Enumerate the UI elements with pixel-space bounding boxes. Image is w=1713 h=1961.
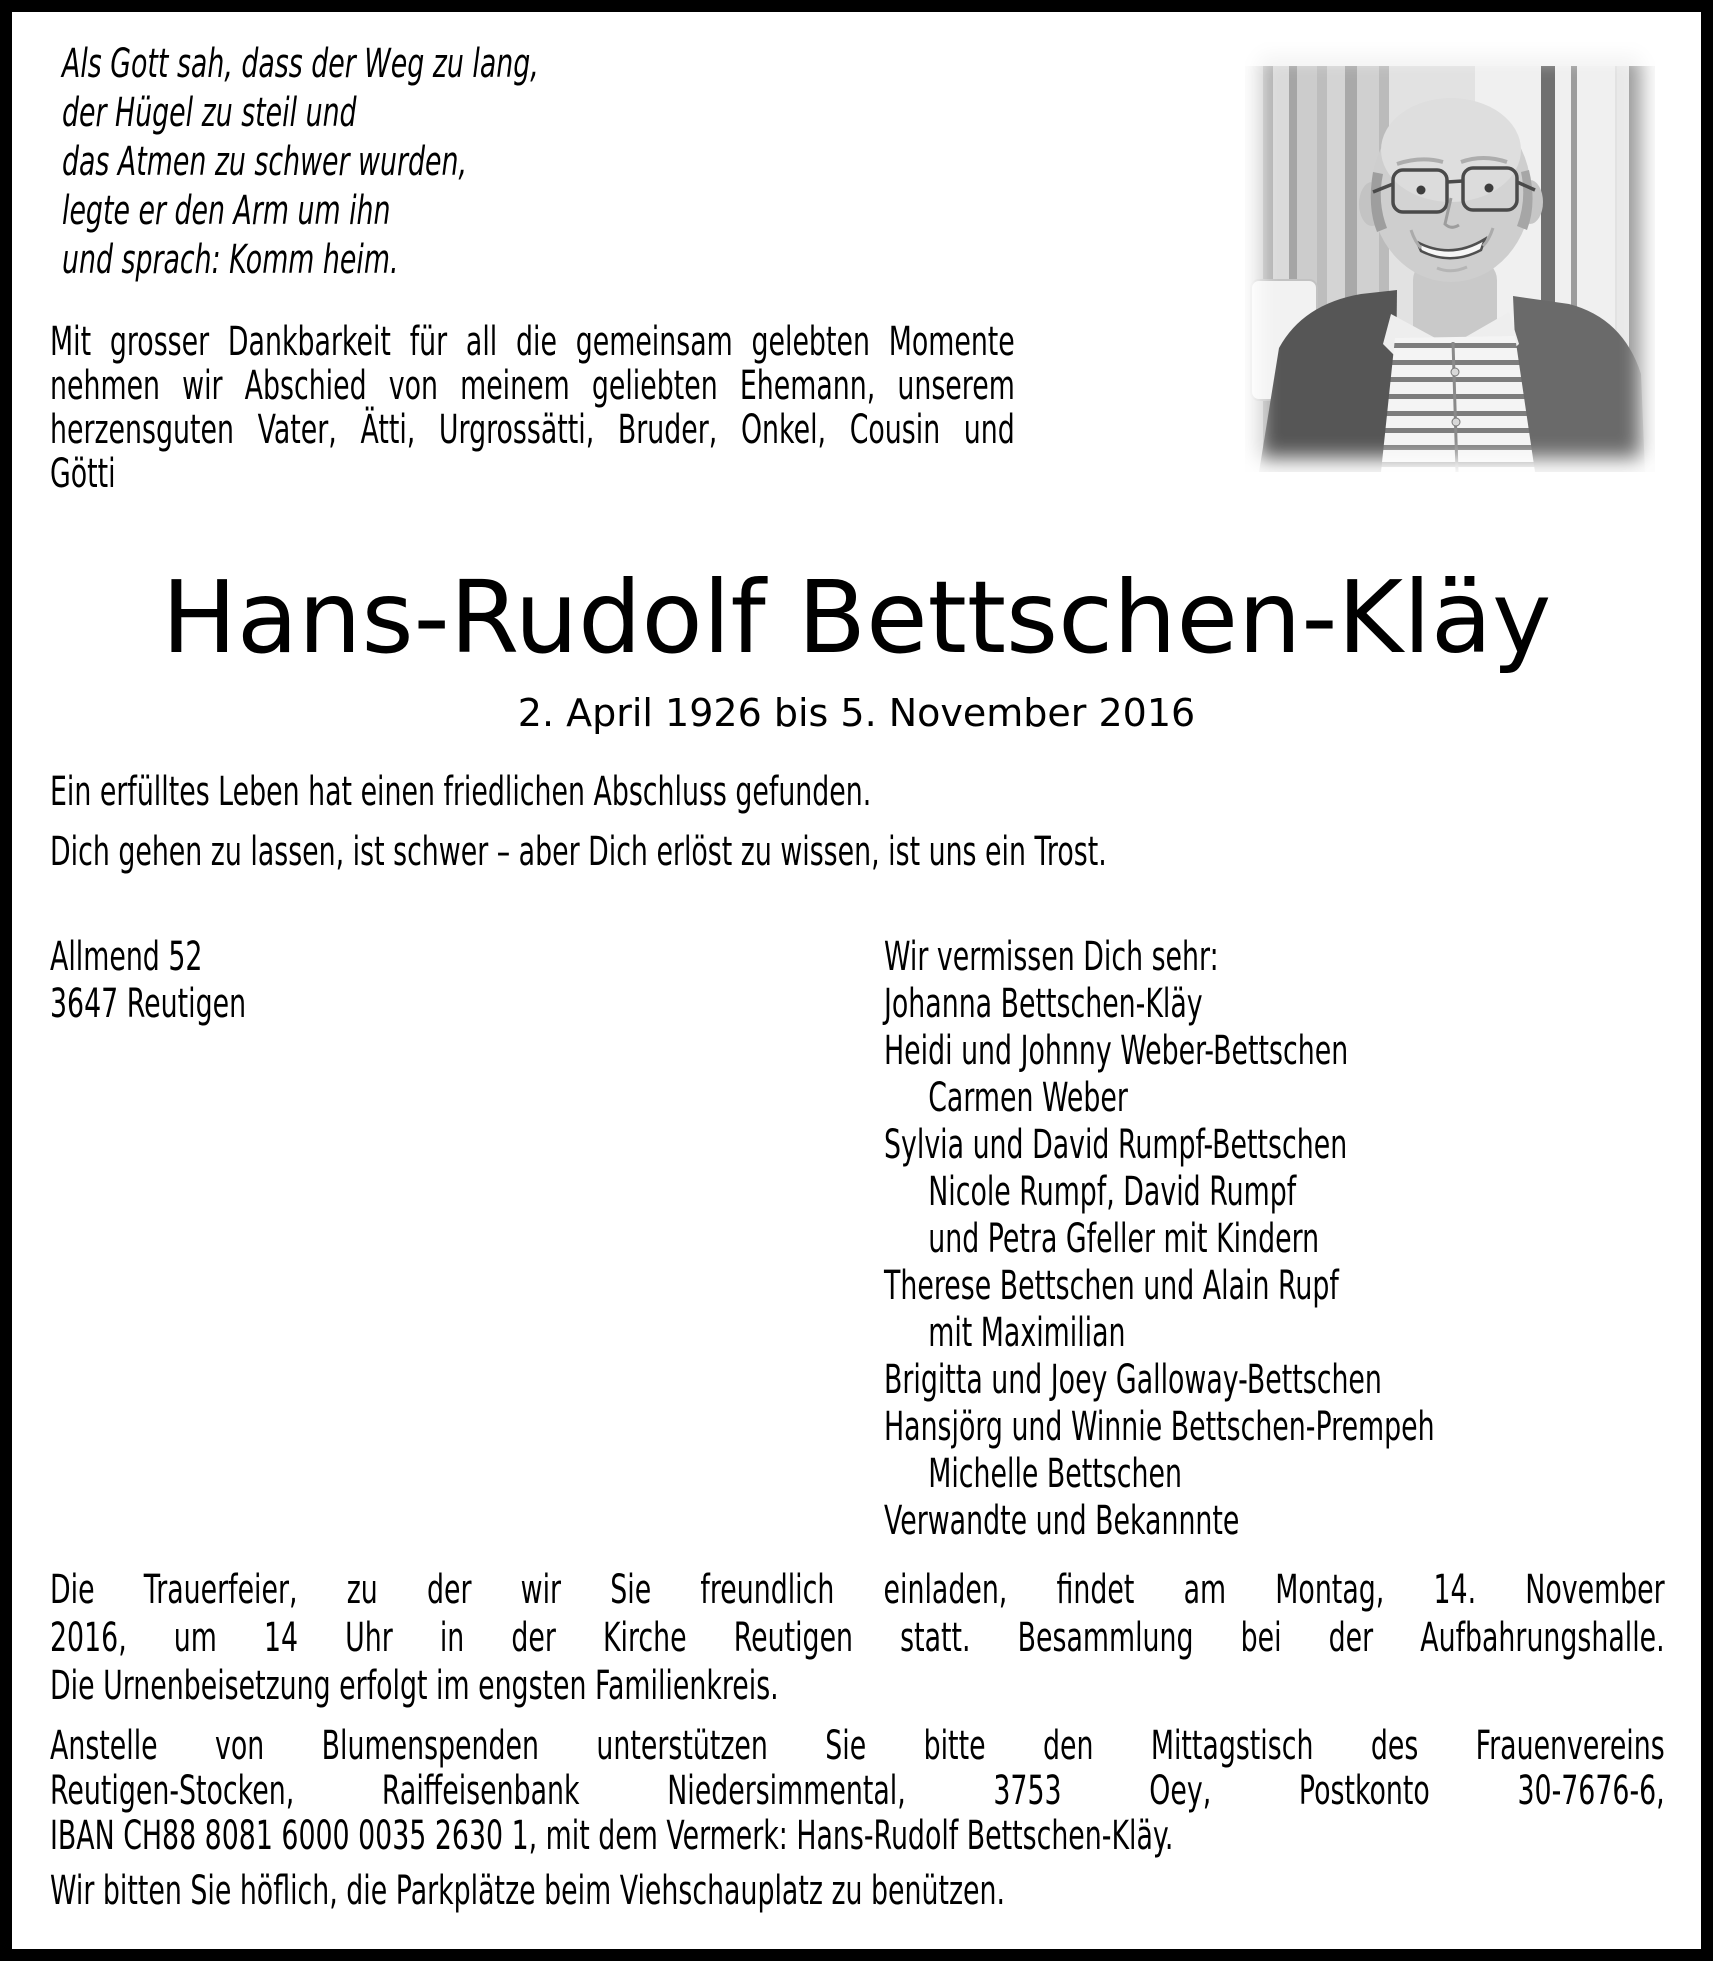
mourner-line: Sylvia und David Rumpf-Bettschen [884,1122,1348,1168]
mourner-line: Brigitta und Joey Galloway-Bettschen [884,1357,1382,1403]
poem-line: Als Gott sah, dass der Weg zu lang, [62,41,539,87]
mourner-line: Carmen Weber [928,1075,1128,1121]
lead-sentence-2: Dich gehen zu lassen, ist schwer – aber Dich erlöst zu wissen, ist uns ein Trost. [50,829,1107,875]
funeral-paragraph [50,1566,1665,1710]
mourner-line: Heidi und Johnny Weber-Bettschen [884,1028,1349,1074]
address-line: 3647 Reutigen [50,981,247,1027]
intro-line: nehmen wir Abschied von meinem geliebten Ehemann, unserem [50,363,1015,409]
portrait-eye [1485,184,1494,193]
lead-sentence-1: Ein erfülltes Leben hat einen friedlichen Abschluss gefunden. [50,769,872,815]
deceased-name: Hans-Rudolf Bettschen-Kläy [161,559,1552,676]
intro-line: Mit grosser Dankbarkeit für all die gemeinsam gelebten Momente [50,319,1015,365]
poem-line: der Hügel zu steil und [62,90,357,136]
mourner-line: und Petra Gfeller mit Kindern [928,1216,1320,1262]
poem-line: und sprach: Komm heim. [62,237,399,283]
address-line: Allmend 52 [50,934,203,980]
life-dates: 2. April 1926 bis 5. November 2016 [517,691,1196,735]
intro-line: herzensguten Vater, Ätti, Urgrossätti, Bruder, Onkel, Cousin und [50,407,1015,453]
mourner-line: Nicole Rumpf, David Rumpf [928,1169,1297,1215]
mourner-line: Verwandte und Bekannnte [884,1498,1240,1544]
mourner-line: Johanna Bettschen-Kläy [884,981,1203,1027]
poem-line: legte er den Arm um ihn [62,188,391,234]
donation-line: Anstelle von Blumenspenden unterstützen Sie bitte den Mittagstisch des Frauenvereins [50,1723,1665,1769]
parking-note: Wir bitten Sie höflich, die Parkplätze beim Viehschauplatz zu benützen. [50,1868,1006,1914]
portrait-button [1452,418,1460,426]
light-band-top [1245,42,1655,66]
opening-poem [62,40,665,285]
poem-line: das Atmen zu schwer wurden, [62,139,467,185]
donation-paragraph [50,1724,1665,1859]
portrait-button [1451,368,1459,376]
sender-address [50,934,519,1028]
donation-line: IBAN CH88 8081 6000 0035 2630 1, mit dem Vermerk: Hans-Rudolf Bettschen-Kläy. [50,1813,1174,1859]
portrait-shirt [1381,336,1535,472]
portrait-eye [1417,186,1426,195]
funeral-line: Die Trauerfeier, zu der wir Sie freundlich einladen, findet am Montag, 14. November [50,1567,1665,1613]
mourners-list [884,934,1688,1545]
mourners-intro: Wir vermissen Dich sehr: [884,934,1219,980]
intro-paragraph [50,320,1015,496]
mourner-line: Michelle Bettschen [928,1451,1182,1497]
portrait-photo [1245,42,1655,472]
mourner-line: mit Maximilian [928,1310,1126,1356]
funeral-line: Die Urnenbeisetzung erfolgt im engsten Familienkreis. [50,1663,779,1709]
donation-line: Reutigen-Stocken, Raiffeisenbank Niedersimmental, 3753 Oey, Postkonto 30-7676-6, [50,1768,1665,1814]
mourner-line: Hansjörg und Winnie Bettschen-Prempeh [884,1404,1435,1450]
mourner-line: Therese Bettschen und Alain Rupf [884,1263,1339,1309]
funeral-line: 2016, um 14 Uhr in der Kirche Reutigen statt. Besammlung bei der Aufbahrungshalle. [50,1615,1665,1661]
intro-line: Götti [50,451,116,497]
